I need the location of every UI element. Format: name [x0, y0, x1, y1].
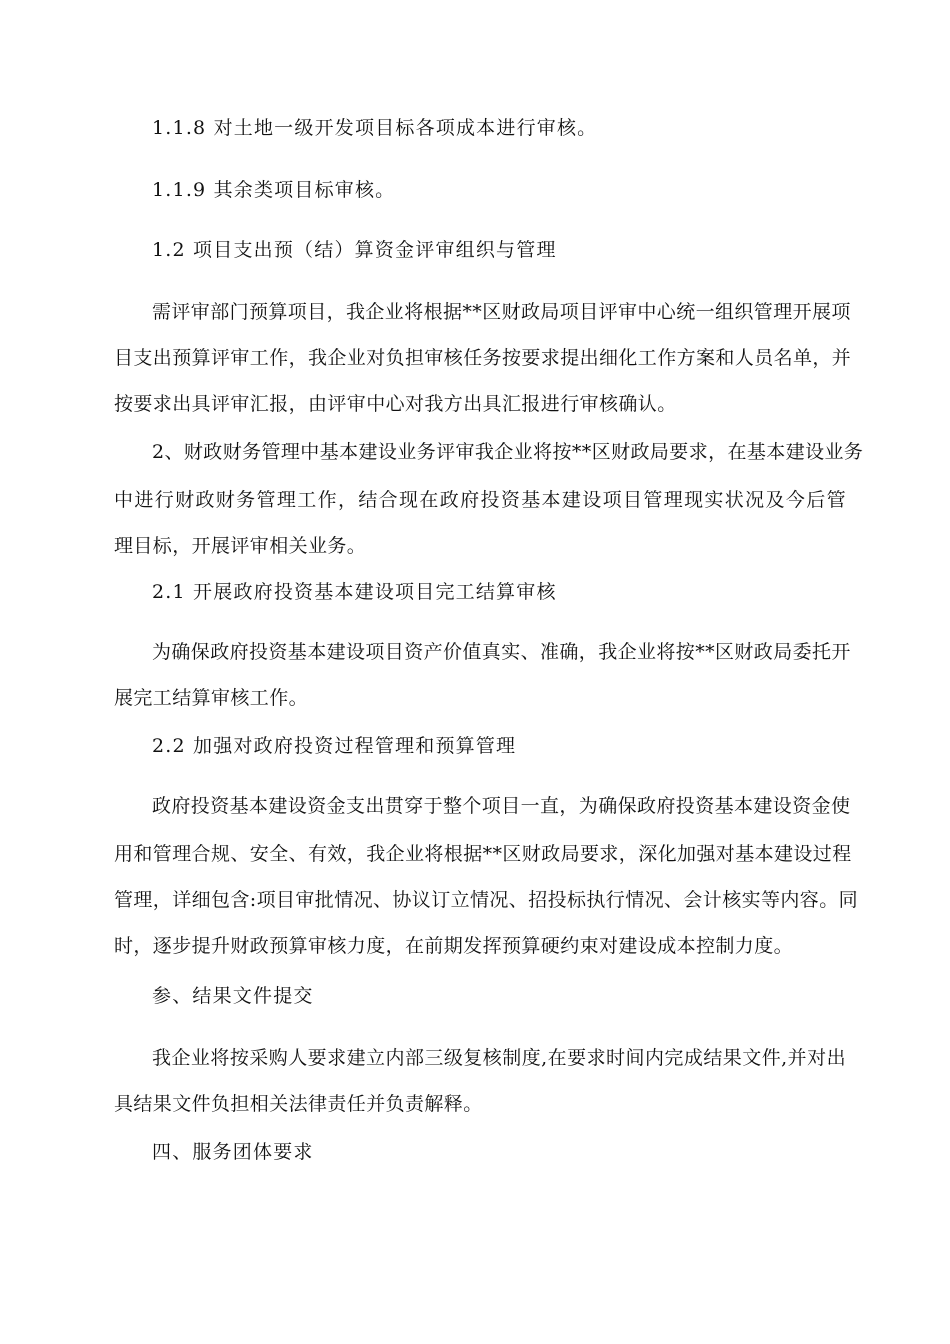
paragraph-line: 中进行财政财务管理工作，结合现在政府投资基本建设项目管理现实状况及今后管	[114, 489, 846, 511]
paragraph-line: 目支出预算评审工作，我企业对负担审核任务按要求提出细化工作方案和人员名单，并	[114, 347, 852, 369]
section-heading-4: 四、服务团体要求	[152, 1141, 314, 1163]
section-heading-3: 参、结果文件提交	[152, 985, 314, 1007]
paragraph-line: 用和管理合规、安全、有效，我企业将根据**区财政局要求，深化加强对基本建设过程	[114, 843, 852, 865]
paragraph-line: 需评审部门预算项目，我企业将根据**区财政局项目评审中心统一组织管理开展项	[152, 301, 851, 323]
section-heading-1-2: 1.2 项目支出预（结）算资金评审组织与管理	[152, 239, 557, 261]
paragraph-line: 具结果文件负担相关法律责任并负责解释。	[114, 1093, 483, 1115]
paragraph-line: 2、财政财务管理中基本建设业务评审我企业将按**区财政局要求，在基本建设业务	[152, 441, 864, 463]
section-heading-2-1: 2.1 开展政府投资基本建设项目完工结算审核	[152, 581, 557, 603]
section-heading-1-1-9: 1.1.9 其余类项目标审核。	[152, 179, 396, 201]
paragraph-line: 政府投资基本建设资金支出贯穿于整个项目一直，为确保政府投资基本建设资金使	[152, 795, 851, 817]
paragraph-line: 为确保政府投资基本建设项目资产价值真实、准确，我企业将按**区财政局委托开	[152, 641, 851, 663]
paragraph-line: 管理，详细包含:项目审批情况、协议订立情况、招投标执行情况、会计核实等内容。同	[114, 889, 859, 911]
section-heading-2-2: 2.2 加强对政府投资过程管理和预算管理	[152, 735, 517, 757]
paragraph-line: 理目标，开展评审相关业务。	[114, 535, 367, 557]
paragraph-line: 按要求出具评审汇报，由评审中心对我方出具汇报进行审核确认。	[114, 393, 677, 415]
paragraph-line: 时，逐步提升财政预算审核力度，在前期发挥预算硬约束对建设成本控制力度。	[114, 935, 794, 957]
section-heading-1-1-8: 1.1.8 对土地一级开发项目标各项成本进行审核。	[152, 117, 598, 139]
paragraph-line: 展完工结算审核工作。	[114, 687, 309, 709]
paragraph-line: 我企业将按采购人要求建立内部三级复核制度,在要求时间内完成结果文件,并对出	[152, 1047, 846, 1069]
